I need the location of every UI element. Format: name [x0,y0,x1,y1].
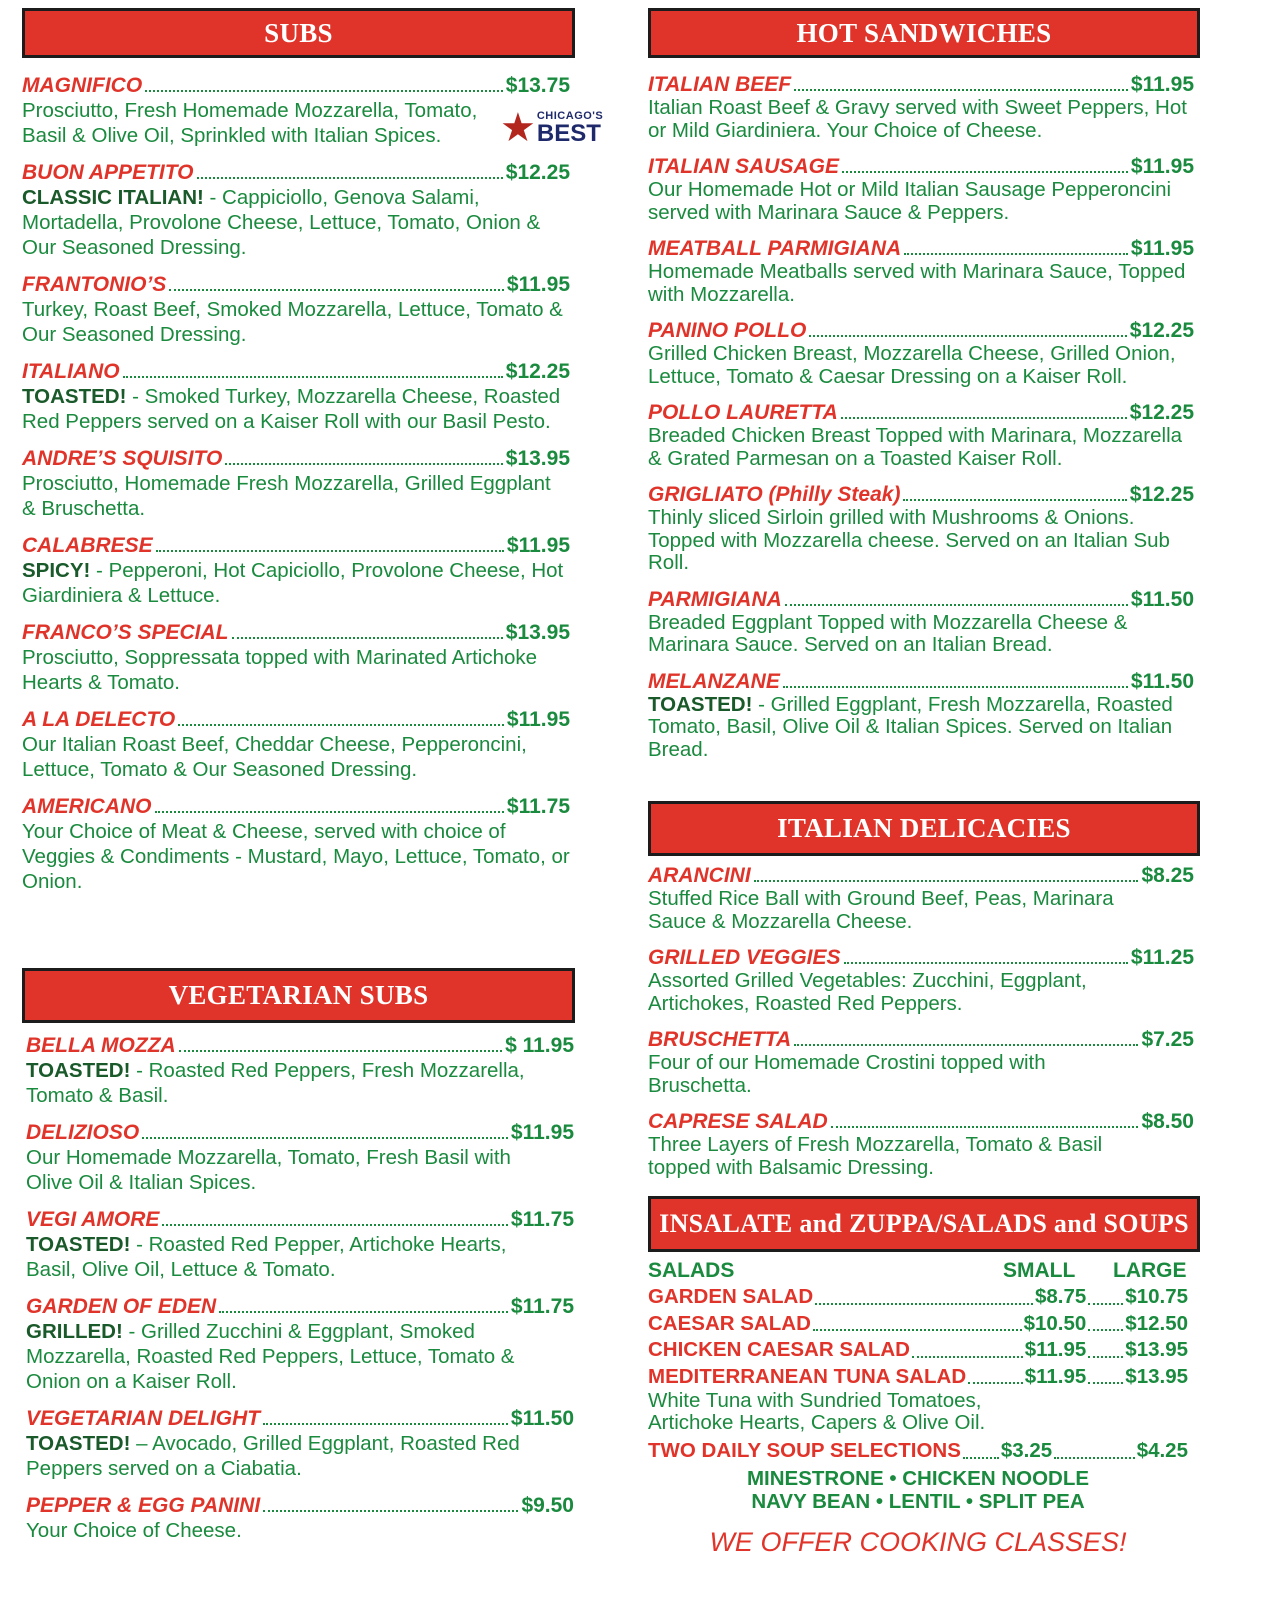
menu-item-price: $12.25 [505,360,570,383]
menu-item-tag: CLASSIC ITALIAN! [22,186,204,209]
menu-item-description-text: Breaded Chicken Breast Topped with Marinara, Mozzarella & Grated Parmesan on a Toasted Kaiser Roll. [648,424,1183,470]
menu-item-header [22,794,570,819]
menu-item [26,1033,574,1108]
menu-item [648,1110,1194,1179]
menu-item-price: $11.50 [1130,587,1194,611]
menu-item-description [26,1145,546,1195]
dot-leader [1088,1329,1123,1331]
menu-item-price: $11.95 [1130,155,1194,178]
menu-item-name: PANINO POLLO [648,319,807,342]
dot-leader [904,253,1128,255]
menu-item-description [22,819,570,894]
dot-leader [842,171,1128,173]
menu-item-header [648,401,1194,425]
menu-item-price: $12.25 [1129,483,1194,506]
dot-leader [263,1510,518,1512]
menu-item [26,1294,574,1394]
menu-item-price: $11.95 [1130,237,1194,260]
menu-item [648,401,1194,470]
menu-item-name: AMERICANO [22,795,152,818]
menu-item-description [648,97,1194,142]
menu-item [648,864,1194,933]
menu-item [22,620,570,695]
menu-item-price: $8.50 [1141,1110,1194,1133]
dot-leader [1088,1356,1123,1358]
menu-item [648,588,1194,657]
menu-item [26,1207,574,1282]
vegetarian-section [22,968,582,1555]
dot-leader [963,1457,999,1459]
menu-item-description-text: - Roasted Red Peppers, Fresh Mozzarella, Tomato & Basil. [26,1059,525,1107]
chicagos-best-badge [500,108,603,148]
menu-item-header [26,1406,574,1431]
menu-item-header [22,533,570,558]
menu-item-description-text: Your Choice of Meat & Cheese, served with choice of Veggies & Condiments - Mustard, Mayo, Lettuce, Tomato, or Onion. [22,820,570,893]
vegetarian-list [26,1033,574,1543]
dot-leader [179,1050,502,1052]
menu-item-price: $11.95 [506,708,570,731]
menu-item-description [648,261,1194,306]
subs-section [22,8,604,906]
menu-item-header [22,620,570,645]
dot-leader [968,1382,1023,1384]
menu-item-price: $11.75 [506,795,570,818]
menu-item-header [26,1207,574,1232]
menu-item-name: A LA DELECTO [22,708,176,731]
menu-item-description [26,1232,546,1282]
menu-item-description-text: – Avocado, Grilled Eggplant, Roasted Red Peppers served on a Ciabatia. [26,1432,520,1480]
dot-leader [225,463,502,465]
dot-leader [813,1329,1022,1331]
salad-large-price: $12.50 [1125,1311,1188,1335]
menu-item-price: $11.95 [506,273,570,296]
menu-item-description-text: Our Italian Roast Beef, Cheddar Cheese, Pepperoncini, Lettuce, Tomato & Our Seasoned Dressing. [22,733,527,781]
salad-row [648,1284,1188,1311]
salad-small-price: $8.75 [1034,1285,1087,1308]
menu-item-description-text: Four of our Homemade Crostini topped with Bruschetta. [648,1051,1046,1097]
menu-item-price: $11.75 [510,1208,574,1231]
menu-item-header [22,160,570,185]
menu-item-tag: TOASTED! [26,1233,131,1256]
menu-item [648,483,1194,575]
dot-leader [1088,1303,1123,1305]
menu-item-description [22,98,502,148]
menu-item-header [22,73,570,98]
menu-item-name: MAGNIFICO [22,74,143,97]
menu-item-name: DELIZIOSO [26,1121,140,1144]
dot-leader [783,686,1128,688]
dot-leader [162,1224,508,1226]
menu-item-tag: GRILLED! [26,1320,123,1343]
salad-name: MEDITERRANEAN TUNA SALAD [648,1364,967,1388]
dot-leader [794,89,1128,91]
menu-item [648,73,1194,142]
menu-item-name: MELANZANE [648,669,780,693]
dot-leader [1054,1457,1135,1459]
dot-leader [794,1044,1138,1046]
salad-small-price: $11.95 [1024,1338,1087,1361]
menu-item-header [648,670,1194,694]
menu-item-name: GRIGLIATO (Philly Steak) [648,483,901,506]
menu-item-name: GRILLED VEGGIES [648,946,841,969]
menu-item-name: VEGI AMORE [26,1208,160,1231]
menu-item-name: ANDRE’S SQUISITO [22,447,223,470]
dot-leader [754,880,1139,882]
dot-leader [169,289,504,291]
menu-item-name: ITALIANO [22,360,120,383]
menu-item-price: $13.95 [505,447,570,470]
dot-leader [1088,1382,1123,1384]
menu-item-description-text: - Pepperoni, Hot Capiciollo, Provolone Cheese, Hot Giardiniera & Lettuce. [22,559,564,607]
menu-item-description [22,297,570,347]
menu-item-description [26,1518,546,1543]
menu-item-description [22,645,570,695]
menu-item-description-text: - Cappiciollo, Genova Salami, Mortadella, Provolone Cheese, Lettuce, Tomato, Onion & Our Seasoned Dressing. [22,186,541,259]
menu-item-header [26,1294,574,1319]
menu-item-description-text: Prosciutto, Soppressata topped with Marinated Artichoke Hearts & Tomato. [22,646,538,694]
menu-item-description-text: Three Layers of Fresh Mozzarella, Tomato & Basil topped with Balsamic Dressing. [648,1133,1103,1179]
menu-item [648,1028,1194,1097]
dot-leader [815,1303,1033,1305]
menu-item [22,533,570,608]
menu-item-name: ARANCINI [648,864,751,887]
soup-row [648,1438,1188,1465]
menu-item-header [648,483,1194,507]
salad-large-price: $13.95 [1125,1338,1188,1361]
menu-item-header [22,272,570,297]
menu-item-header [648,588,1194,612]
menu-item-price: $7.25 [1141,1028,1194,1051]
menu-item-price: $8.25 [1141,864,1194,887]
menu-item-price: $13.95 [505,621,570,644]
menu-item-description [22,471,570,521]
menu-item-price: $11.50 [1130,669,1194,693]
menu-item-header [26,1120,574,1145]
menu-item-description [648,1134,1148,1179]
menu-item-name: FRANTONIO’S [22,273,167,296]
dot-leader [785,604,1128,606]
salad-name: CAESAR SALAD [648,1311,811,1335]
menu-item-description [648,970,1148,1015]
salad-rows [648,1284,1188,1390]
dot-leader [123,376,503,378]
menu-item-description-text: Your Choice of Cheese. [26,1519,242,1542]
menu-item-description [26,1058,546,1108]
menu-item-tag: TOASTED! [22,385,127,408]
salads-label: SALADS [648,1259,735,1282]
large-label: LARGE [1113,1259,1187,1282]
dot-leader [178,724,504,726]
menu-item-name: CAPRESE SALAD [648,1110,828,1133]
menu-item-name: ITALIAN BEEF [648,73,792,96]
menu-item-description-text: - Grilled Eggplant, Fresh Mozzarella, Roasted Tomato, Basil, Olive Oil & Italian Spices. Served on Italian Bread. [648,692,1173,761]
menu-item [22,160,570,260]
menu-item-description [648,888,1148,933]
salad-small-price: $10.50 [1023,1311,1087,1335]
menu-item-header [648,1028,1194,1052]
menu-item-header [26,1493,574,1518]
menu-item-tag: SPICY! [22,559,91,582]
dot-leader [145,90,503,92]
dot-leader [263,1423,508,1425]
menu-item-price: $12.25 [1129,319,1194,342]
delicacies-list [648,864,1194,1179]
tuna-description: White Tuna with Sundried Tomatoes, Artichoke Hearts, Capers & Olive Oil. [648,1389,986,1434]
menu-item [648,946,1194,1015]
hot-sandwiches-banner: HOT SANDWICHES [648,8,1200,58]
subs-banner: SUBS [22,8,575,58]
menu-item-tag: TOASTED! [26,1059,131,1082]
salad-row [648,1311,1188,1338]
menu-item-description-text: Our Homemade Mozzarella, Tomato, Fresh Basil with Olive Oil & Italian Spices. [26,1146,511,1194]
menu-item-description [22,185,570,260]
menu-item-description-text: - Roasted Red Pepper, Artichoke Hearts, Basil, Olive Oil, Lettuce & Tomato. [26,1233,507,1281]
soup-line-2: NAVY BEAN • LENTIL • SPLIT PEA [751,1489,1085,1513]
menu-item-description-text: Homemade Meatballs served with Marinara Sauce, Topped with Mozzarella. [648,260,1186,306]
menu-item-description-text: Stuffed Rice Ball with Ground Beef, Peas, Marinara Sauce & Mozzarella Cheese. [648,887,1114,933]
menu-item-header [648,1110,1194,1134]
menu-item [22,73,570,148]
dot-leader [903,499,1126,501]
salads-section [648,1196,1200,1558]
menu-item-price: $11.50 [510,1407,574,1430]
menu-item-price: $11.95 [1130,73,1194,96]
menu-item-description-text: Prosciutto, Fresh Homemade Mozzarella, Tomato, Basil & Olive Oil, Sprinkled with Italian Spices. [22,99,478,147]
menu-item-description [648,1052,1148,1097]
soup-large-price: $4.25 [1136,1439,1188,1462]
soup-list [648,1467,1188,1513]
soup-small-price: $3.25 [1000,1439,1053,1462]
menu-item-price: $13.75 [505,74,570,97]
menu-item-name: FRANCO’S SPECIAL [22,621,229,644]
salad-name: GARDEN SALAD [648,1285,814,1308]
menu-item [648,319,1194,388]
menu-item-price: $11.95 [506,534,570,557]
salad-row [648,1364,1188,1391]
dot-leader [844,962,1128,964]
small-label: SMALL [1003,1259,1076,1282]
salad-name: CHICKEN CAESAR SALAD [648,1338,910,1361]
subs-list [22,73,570,894]
menu-item-price: $12.25 [505,161,570,184]
soup-name: TWO DAILY SOUP SELECTIONS [648,1439,961,1462]
menu-item-header [26,1033,574,1058]
dot-leader [219,1311,508,1313]
hot-sandwiches-list [648,73,1194,761]
star-icon: ★ [500,106,536,150]
menu-item-description-text: Assorted Grilled Vegetables: Zucchini, Eggplant, Artichokes, Roasted Red Peppers. [648,969,1087,1015]
menu-item [648,670,1194,762]
menu-item [648,237,1194,306]
salad-small-price: $11.95 [1024,1364,1087,1388]
salads-header [648,1258,1188,1284]
menu-item-description [648,425,1194,470]
menu-item-price: $12.25 [1129,401,1194,424]
menu-item-description [648,179,1194,224]
menu-item-header [648,864,1194,888]
menu-item-description [648,343,1194,388]
menu-item-tag: TOASTED! [648,692,753,716]
soup-line-1: MINESTRONE • CHICKEN NOODLE [746,1466,1090,1490]
menu-item-header [22,707,570,732]
dot-leader [155,811,504,813]
menu-item-tag: TOASTED! [26,1432,131,1455]
dot-leader [809,335,1126,337]
dot-leader [156,550,504,552]
menu-item-description-text: Turkey, Roast Beef, Smoked Mozzarella, Lettuce, Tomato & Our Seasoned Dressing. [22,298,563,346]
salad-large-price: $10.75 [1125,1285,1188,1308]
dot-leader [841,417,1127,419]
menu-item-description [648,694,1194,762]
dot-leader [197,177,503,179]
menu-item [22,359,570,434]
menu-item [648,155,1194,224]
menu-item-name: POLLO LAURETTA [648,401,838,424]
salads-banner: INSALATE and ZUPPA/SALADS and SOUPS [648,1196,1200,1252]
menu-item-description-text: Breaded Eggplant Topped with Mozzarella Cheese & Marinara Sauce. Served on an Italian Bread. [648,610,1128,656]
menu-item-price: $11.75 [510,1295,574,1318]
menu-item [26,1493,574,1543]
menu-item-header [648,946,1194,970]
salad-row [648,1337,1188,1364]
menu-item [22,446,570,521]
menu-item-description-text: Our Homemade Hot or Mild Italian Sausage Pepperoncini served with Marinara Sauce & Peppers. [648,178,1172,224]
badge-bottom-text: BEST [536,119,601,147]
menu-item-description [648,612,1194,657]
delicacies-section [648,801,1225,1192]
menu-item-name: PEPPER & EGG PANINI [26,1494,261,1517]
menu-item-name: GARDEN OF EDEN [26,1295,217,1318]
salad-large-price: $13.95 [1125,1364,1188,1388]
menu-item-price: $11.95 [510,1121,574,1144]
menu-item-description [26,1431,546,1481]
menu-item-header [648,73,1194,97]
menu-item [22,272,570,347]
menu-item-header [648,319,1194,343]
menu-item-name: BELLA MOZZA [26,1034,176,1057]
menu-item-description-text: - Grilled Zucchini & Eggplant, Smoked Mozzarella, Roasted Red Peppers, Lettuce, Tomato & Onion on a Kaiser Roll. [26,1320,515,1393]
badge-top-text: CHICAGO'S [536,109,604,122]
menu-item-name: ITALIAN SAUSAGE [648,155,839,178]
dot-leader [142,1137,508,1139]
menu-item [22,794,570,894]
menu-item-description-text: Grilled Chicken Breast, Mozzarella Cheese, Grilled Onion, Lettuce, Tomato & Caesar Dressing on a Kaiser Roll. [648,342,1176,388]
menu-item-header [22,446,570,471]
dot-leader [232,637,503,639]
menu-item-name: VEGETARIAN DELIGHT [26,1407,261,1430]
dot-leader [912,1356,1023,1358]
menu-item-name: BUON APPETITO [22,161,194,184]
vegetarian-banner: VEGETARIAN SUBS [22,968,575,1023]
cooking-classes-note: WE OFFER COOKING CLASSES! [709,1526,1127,1557]
menu-item-description-text: Thinly sliced Sirloin grilled with Mushrooms & Onions. Topped with Mozzarella cheese. Served on an Italian Sub Roll. [648,506,1170,574]
menu-item-description [22,384,570,434]
menu-item-description [22,732,570,782]
menu-item [26,1406,574,1481]
hot-sandwiches-section [648,8,1225,774]
menu-item-description [648,507,1194,575]
menu-item-price: $11.25 [1130,946,1194,969]
menu-item-header [648,237,1194,261]
menu-item-header [648,155,1194,179]
menu-item-description [26,1319,546,1394]
menu-item-price: $9.50 [521,1494,574,1517]
delicacies-banner: ITALIAN DELICACIES [648,801,1200,856]
menu-item-description [22,558,570,608]
menu-item [26,1120,574,1195]
menu-item-name: CALABRESE [22,534,153,557]
menu-item-description-text: - Smoked Turkey, Mozzarella Cheese, Roasted Red Peppers served on a Kaiser Roll with our Basil Pesto. [22,385,561,433]
menu-item-header [22,359,570,384]
menu-item-description-text: Prosciutto, Homemade Fresh Mozzarella, Grilled Eggplant & Bruschetta. [22,472,551,520]
menu-item [22,707,570,782]
menu-item-name: PARMIGIANA [648,587,782,611]
menu-item-name: MEATBALL PARMIGIANA [648,237,902,260]
dot-leader [831,1126,1139,1128]
menu-item-name: BRUSCHETTA [648,1028,792,1051]
menu-item-price: $ 11.95 [505,1034,574,1057]
menu-item-description-text: Italian Roast Beef & Gravy served with Sweet Peppers, Hot or Mild Giardiniera. Your Choice of Cheese. [648,96,1187,142]
